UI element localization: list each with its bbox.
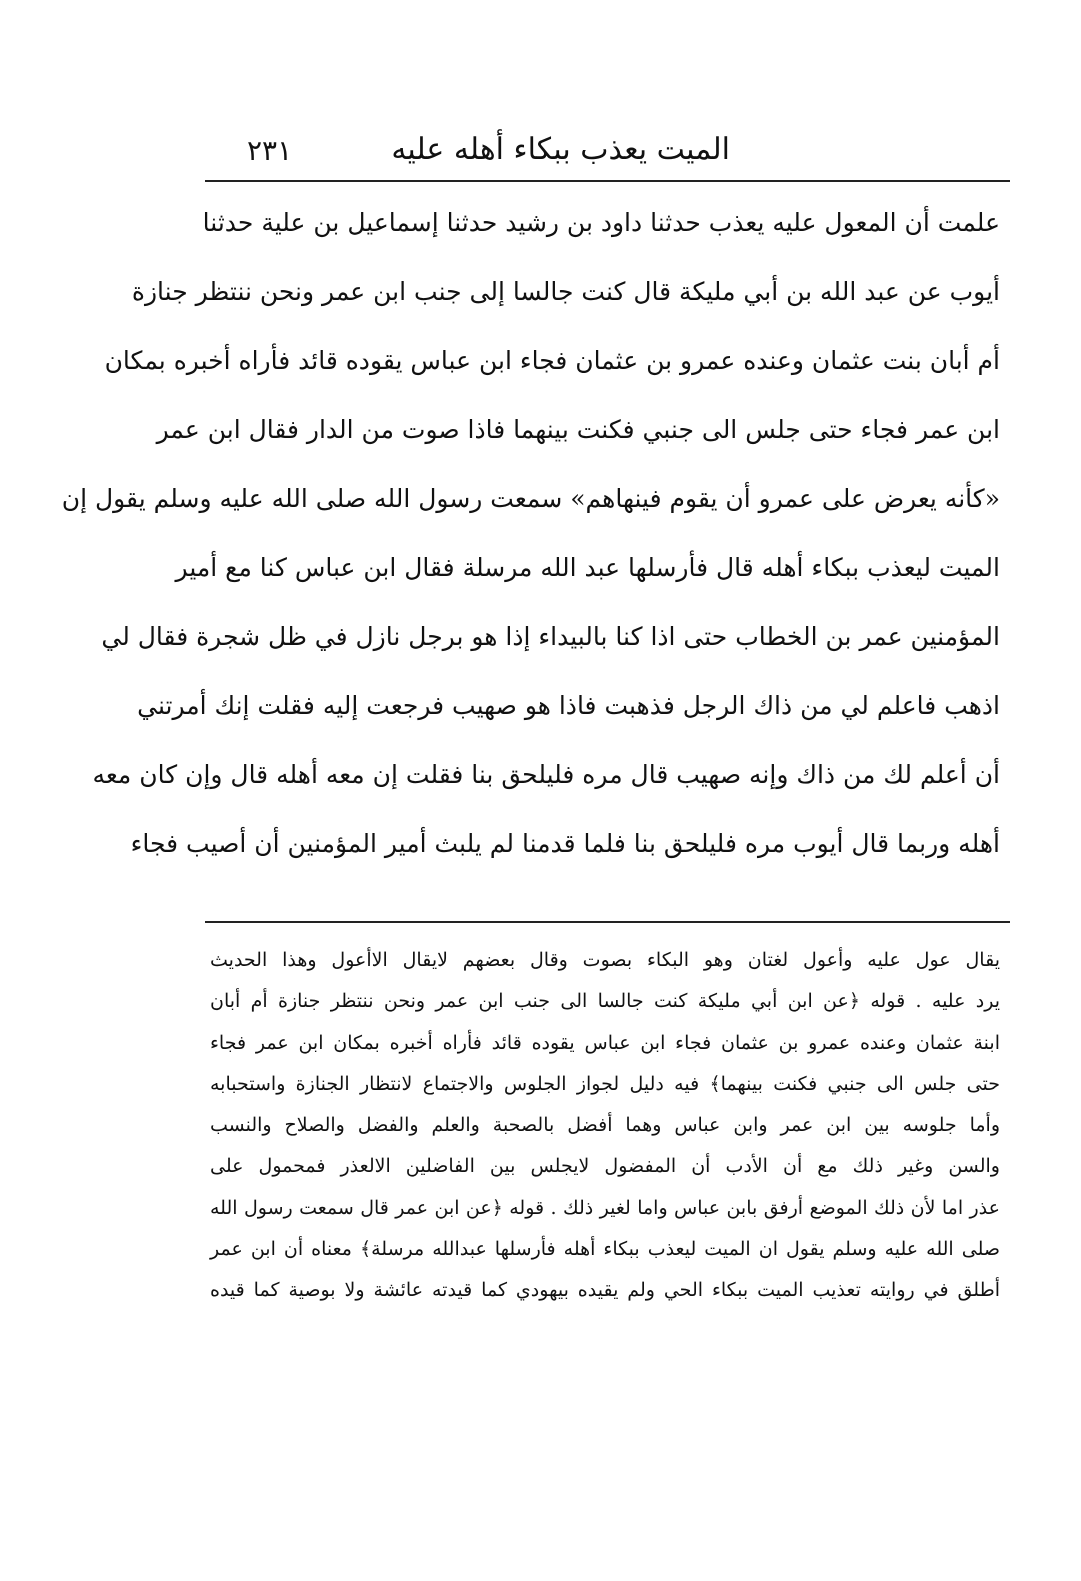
main-line: المؤمنين عمر بن الخطاب حتى اذا كنا بالبيداء إذا هو برجل نازل في ظل شجرة فقال لي [101,622,1000,651]
page-number: ٢٣١ [247,134,293,167]
commentary-line: وأما جلوسه بين ابن عمر وابن عباس وهما أفضل بالصحبة والعلم والفضل والصلاح والنسب [210,1114,1000,1137]
header-rule [205,180,1010,182]
main-line: «كأنه يعرض على عمرو أن يقوم فينهاهم» سمعت رسول الله صلى الله عليه وسلم يقول إن [61,484,1000,513]
commentary-line: أطلق في روايته تعذيب الميت ببكاء الحي ولم يقيده بيهودي كما قيدته عائشة ولا بوصية كما قيده [210,1279,1000,1302]
commentary-line: والسن وغير ذلك مع أن الأدب أن المفضول لايجلس بين الفاضلين الالعذر فمحمول على [210,1155,1000,1178]
main-line: أم أبان بنت عثمان وعنده عمرو بن عثمان فجاء ابن عباس يقوده قائد فأراه أخبره بمكان [104,346,1000,375]
commentary-line: يرد عليه . قوله ﴿عن ابن أبي مليكة كنت جالسا الى جنب ابن عمر ونحن ننتظر جنازة أم أبان [210,990,1000,1013]
main-text [61,188,1000,878]
main-line: علمت أن المعول عليه يعذب حدثنا داود بن رشيد حدثنا إسماعيل بن علية حدثنا [202,208,1000,237]
main-line: أيوب عن عبد الله بن أبي مليكة قال كنت جالسا إلى جنب ابن عمر ونحن ننتظر جنازة [131,277,1000,306]
main-line: أهله وربما قال أيوب مره فليلحق بنا فلما قدمنا لم يلبث أمير المؤمنين أن أصيب فجاء [130,829,1000,858]
commentary-line: صلى الله عليه وسلم يقول ان الميت ليعذب ببكاء أهله فأرسلها عبدالله مرسلة﴾ معناه أن ابن عمر [210,1238,1000,1261]
main-line: ابن عمر فجاء حتى جلس الى جنبي فكنت بينهما فاذا صوت من الدار فقال ابن عمر [156,415,1000,444]
commentary-line: حتى جلس الى جنبي فكنت بينهما﴾ فيه دليل لجواز الجلوس والاجتماع لانتظار الجنازة واستحبابه [210,1072,1000,1095]
main-line: الميت ليعذب ببكاء أهله قال فأرسلها عبد الله مرسلة فقال ابن عباس كنا مع أمير [175,553,1000,582]
commentary-text [210,940,1000,1312]
running-title: الميت يعذب ببكاء أهله عليه [391,132,730,167]
commentary-line: ابنة عثمان وعنده عمرو بن عثمان فجاء ابن عباس يقوده قائد فأراه أخبره بمكان ابن عمر فجاء [210,1031,1000,1054]
commentary-line: عذر اما لأن ذلك الموضع أرفق بابن عباس واما لغير ذلك . قوله ﴿عن ابن عمر قال سمعت رسول الله [210,1196,1000,1219]
main-line: اذهب فاعلم لي من ذاك الرجل فذهبت فاذا هو صهيب فرجعت إليه فقلت إنك أمرتني [137,691,1000,720]
commentary-line: يقال عول عليه وأعول لغتان وهو البكاء بصوت وقال بعضهم لايقال الاأعول وهذا الحديث [210,949,1000,971]
page-header [205,128,1010,178]
footnote-rule [205,921,1010,923]
main-line: أن أعلم لك من ذاك وإنه صهيب قال مره فليلحق بنا فقلت إن معه أهله قال وإن كان معه [92,760,1000,789]
